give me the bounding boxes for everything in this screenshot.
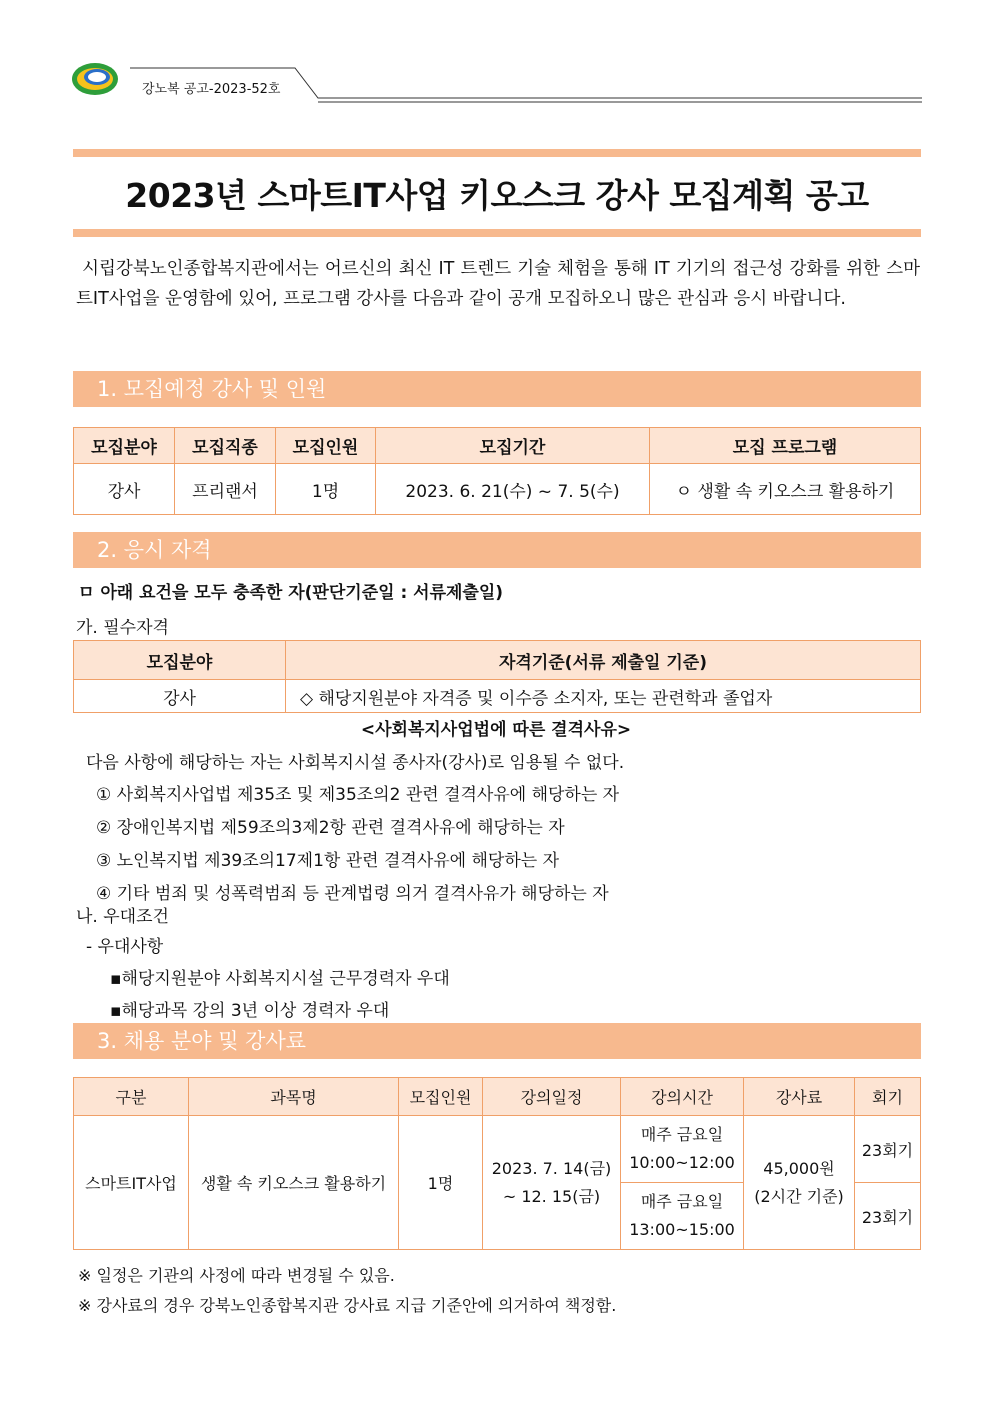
title-top-bar [73, 149, 921, 157]
header-cell: 모집기간 [376, 428, 650, 464]
time-cell [621, 1183, 744, 1250]
table-cell: 프리랜서 [175, 464, 276, 515]
table-cell: 강사 [74, 680, 286, 713]
recruitment-table-header [74, 428, 921, 464]
disqualification-item: ① 사회복지사업법 제35조 및 제35조의2 관련 결격사유에 해당하는 자 [96, 785, 620, 805]
count-cell: 1명 [399, 1116, 483, 1250]
table-cell: ◇ 해당지원분야 자격증 및 이수증 소지자, 또는 관련학과 졸업자 [286, 680, 921, 713]
page-title: 2023년 스마트IT사업 키오스크 강사 모집계획 공고 [125, 176, 869, 215]
title-bottom-bar [73, 229, 921, 237]
fee-amount: 45,000원 [763, 1158, 835, 1178]
schedule-start: 2023. 7. 14(금) [491, 1158, 612, 1178]
subject-cell: 생활 속 키오스크 활용하기 [189, 1116, 399, 1250]
schedule-cell [483, 1116, 621, 1250]
time-day: 매주 금요일 [640, 1192, 724, 1211]
header-cell: 모집인원 [276, 428, 376, 464]
header-cell: 모집인원 [399, 1078, 483, 1116]
time-day: 매주 금요일 [640, 1125, 724, 1144]
category-cell: 스마트IT사업 [74, 1116, 189, 1250]
table-cell: 2023. 6. 21(수) ~ 7. 5(수) [376, 464, 650, 515]
disqualification-item: ③ 노인복지법 제39조의17제1항 관련 결격사유에 해당하는 자 [96, 851, 560, 871]
table-cell: 1명 [276, 464, 376, 515]
sessions-cell: 23회기 [855, 1116, 921, 1183]
preferential-condition-label: 나. 우대조건 [76, 907, 169, 927]
table-cell: 강사 [74, 464, 175, 515]
organization-logo-icon [70, 60, 120, 98]
note: ※ 강사료의 경우 강북노인종합복지관 강사료 지급 기준안에 의거하여 책정함. [78, 1296, 617, 1315]
time-cell [621, 1116, 744, 1183]
document-number: 강노복 공고-2023-52호 [142, 82, 281, 97]
section3-heading: 3. 채용 분야 및 강사료 [73, 1023, 921, 1059]
preference-title: - 우대사항 [86, 937, 164, 957]
table-row [74, 680, 921, 713]
document-header [70, 60, 922, 104]
fee-basis: (2시간 기준) [754, 1186, 844, 1206]
disqualification-intro: 다음 사항에 해당하는 자는 사회복지시설 종사자(강사)로 임용될 수 없다. [86, 753, 625, 773]
header-cell: 모집분야 [74, 428, 175, 464]
essential-qualification-label: 가. 필수자격 [76, 618, 169, 638]
table-row [74, 464, 921, 515]
intro-paragraph: 시립강북노인종합복지관에서는 어르신의 최신 IT 트렌드 기술 체험을 통해 IT 기기의 접근성 강화를 위한 스마트IT사업을 운영함에 있어, 프로그램 강사를 다음과 같이 공개 모집하오니 많은 관심과 응시 바랍니다. [76, 259, 920, 309]
note: ※ 일정은 기관의 사정에 따라 변경될 수 있음. [78, 1266, 395, 1285]
header-cell: 자격기준(서류 제출일 기준) [286, 641, 921, 680]
disqualification-title: <사회복지사업법에 따른 결격사유> [360, 720, 632, 740]
header-cell: 강사료 [744, 1078, 855, 1116]
section1-heading: 1. 모집예정 강사 및 인원 [73, 371, 921, 407]
fee-table [73, 1077, 921, 1250]
header-cell: 강의일정 [483, 1078, 621, 1116]
fee-table-header [74, 1078, 921, 1116]
qualification-table [73, 640, 921, 713]
header-cell: 강의시간 [621, 1078, 744, 1116]
disqualification-item: ② 장애인복지법 제59조의3제2항 관련 결격사유에 해당하는 자 [96, 818, 565, 838]
table-cell: ㅇ 생활 속 키오스크 활용하기 [650, 464, 921, 515]
header-cell: 과목명 [189, 1078, 399, 1116]
header-cell: 모집 프로그램 [650, 428, 921, 464]
qualification-table-header [74, 641, 921, 680]
table-row [74, 1116, 921, 1183]
sessions-cell: 23회기 [855, 1183, 921, 1250]
preference-item: ▪해당지원분야 사회복지시설 근무경력자 우대 [110, 969, 450, 989]
recruitment-table [73, 427, 921, 515]
header-cell: 모집직종 [175, 428, 276, 464]
header-cell: 구분 [74, 1078, 189, 1116]
time-range: 10:00~12:00 [629, 1153, 735, 1172]
section2-heading: 2. 응시 자격 [73, 532, 921, 568]
preference-item: ▪해당과목 강의 3년 이상 경력자 우대 [110, 1001, 390, 1021]
disqualification-item: ④ 기타 범죄 및 성폭력범죄 등 관계법령 의거 결격사유가 해당하는 자 [96, 884, 609, 904]
header-cell: 회기 [855, 1078, 921, 1116]
requirement-statement: ㅁ 아래 요건을 모두 충족한 자(판단기준일 : 서류제출일) [78, 583, 504, 603]
header-cell: 모집분야 [74, 641, 286, 680]
schedule-end: ~ 12. 15(금) [502, 1186, 601, 1206]
time-range: 13:00~15:00 [629, 1220, 735, 1239]
fee-cell [744, 1116, 855, 1250]
